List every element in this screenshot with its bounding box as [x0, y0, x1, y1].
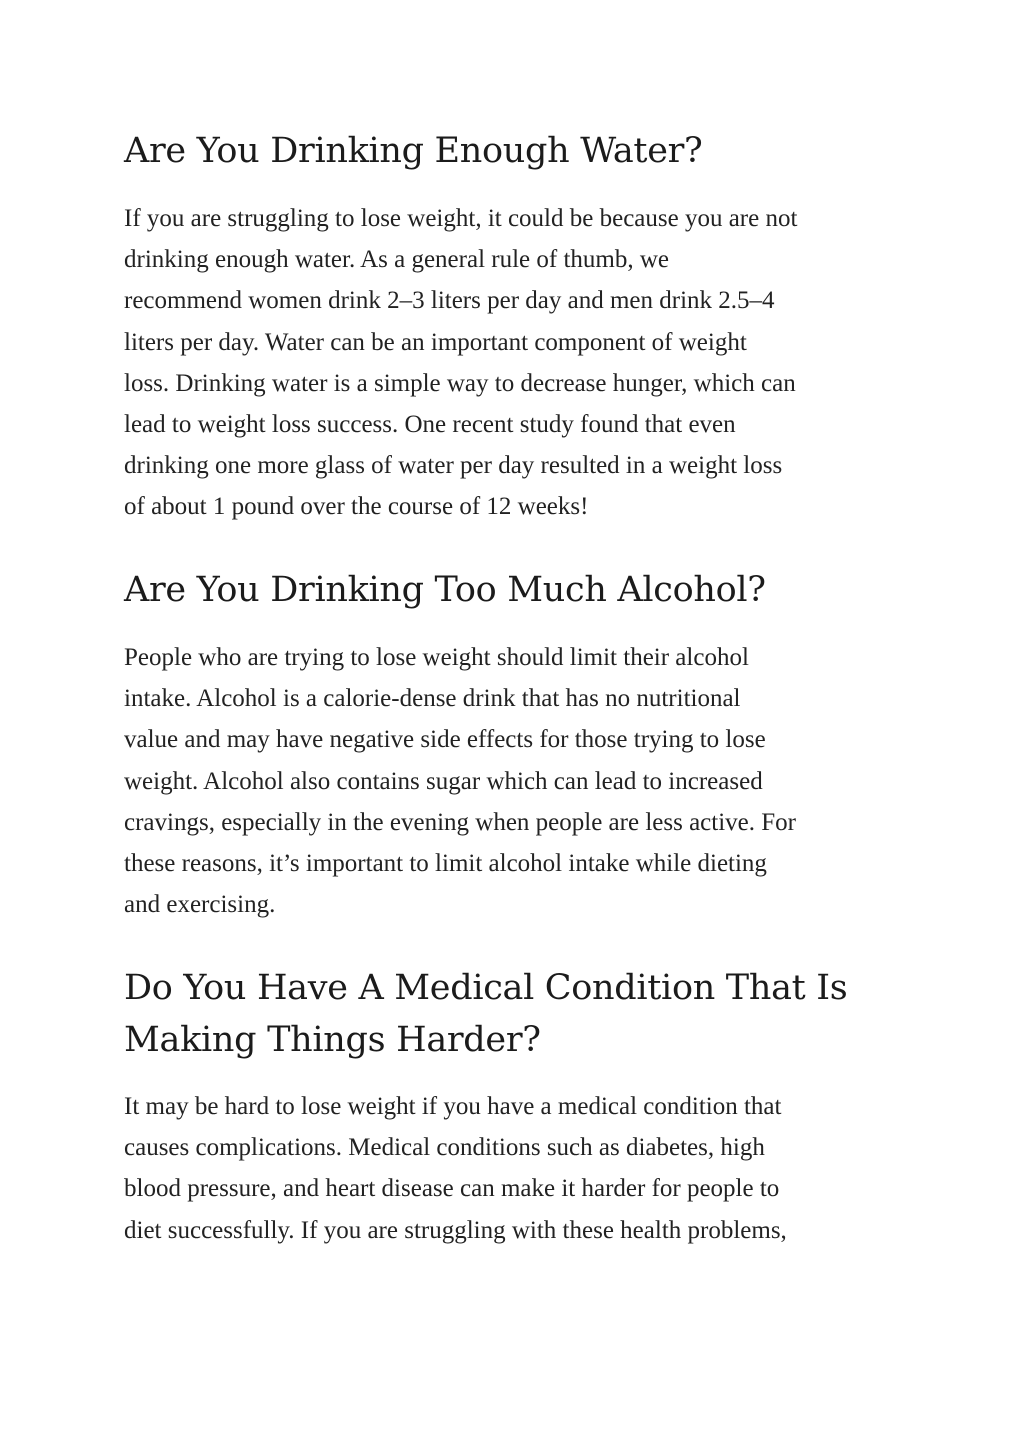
paragraph-line: blood pressure, and heart disease can make it harder for people to: [124, 1175, 780, 1203]
heading-line: Do You Have A Medical Condition That Is: [124, 968, 848, 1008]
paragraph-line: these reasons, it’s important to limit alcohol intake while dieting: [124, 850, 767, 878]
paragraph-line: drinking one more glass of water per day resulted in a weight loss: [124, 452, 783, 480]
paragraph-line: recommend women drink 2–3 liters per day and men drink 2.5–4: [124, 287, 775, 315]
paragraph-line: and exercising.: [124, 891, 276, 919]
paragraph-line: intake. Alcohol is a calorie-dense drink that has no nutritional: [124, 685, 741, 713]
section-body-water: [124, 198, 914, 528]
section-body-medical: [124, 1086, 914, 1251]
paragraph-line: loss. Drinking water is a simple way to decrease hunger, which can: [124, 369, 796, 397]
paragraph-line: lead to weight loss success. One recent study found that even: [124, 411, 736, 439]
paragraph-line: If you are struggling to lose weight, it could be because you are not: [124, 205, 798, 232]
paragraph-line: diet successfully. If you are struggling with these health problems,: [124, 1216, 787, 1244]
paragraph-line: cravings, especially in the evening when people are less active. For: [124, 808, 796, 836]
section-heading-water: Are You Drinking Enough Water?: [124, 131, 703, 171]
paragraph-line: It may be hard to lose weight if you have a medical condition that: [124, 1093, 782, 1120]
section-body-alcohol: [124, 637, 914, 925]
section-heading-medical: [124, 962, 914, 1066]
paragraph-line: value and may have negative side effects for those trying to lose: [124, 726, 766, 754]
heading-line: Making Things Harder?: [124, 1020, 541, 1060]
paragraph-line: causes complications. Medical conditions such as diabetes, high: [124, 1134, 765, 1162]
section-heading-alcohol: Are You Drinking Too Much Alcohol?: [124, 570, 766, 610]
paragraph-line: liters per day. Water can be an important component of weight: [124, 328, 747, 356]
paragraph-line: of about 1 pound over the course of 12 weeks!: [124, 493, 589, 521]
paragraph-line: weight. Alcohol also contains sugar which can lead to increased: [124, 767, 763, 795]
paragraph-line: People who are trying to lose weight should limit their alcohol: [124, 644, 749, 671]
paragraph-line: drinking enough water. As a general rule of thumb, we: [124, 246, 669, 274]
